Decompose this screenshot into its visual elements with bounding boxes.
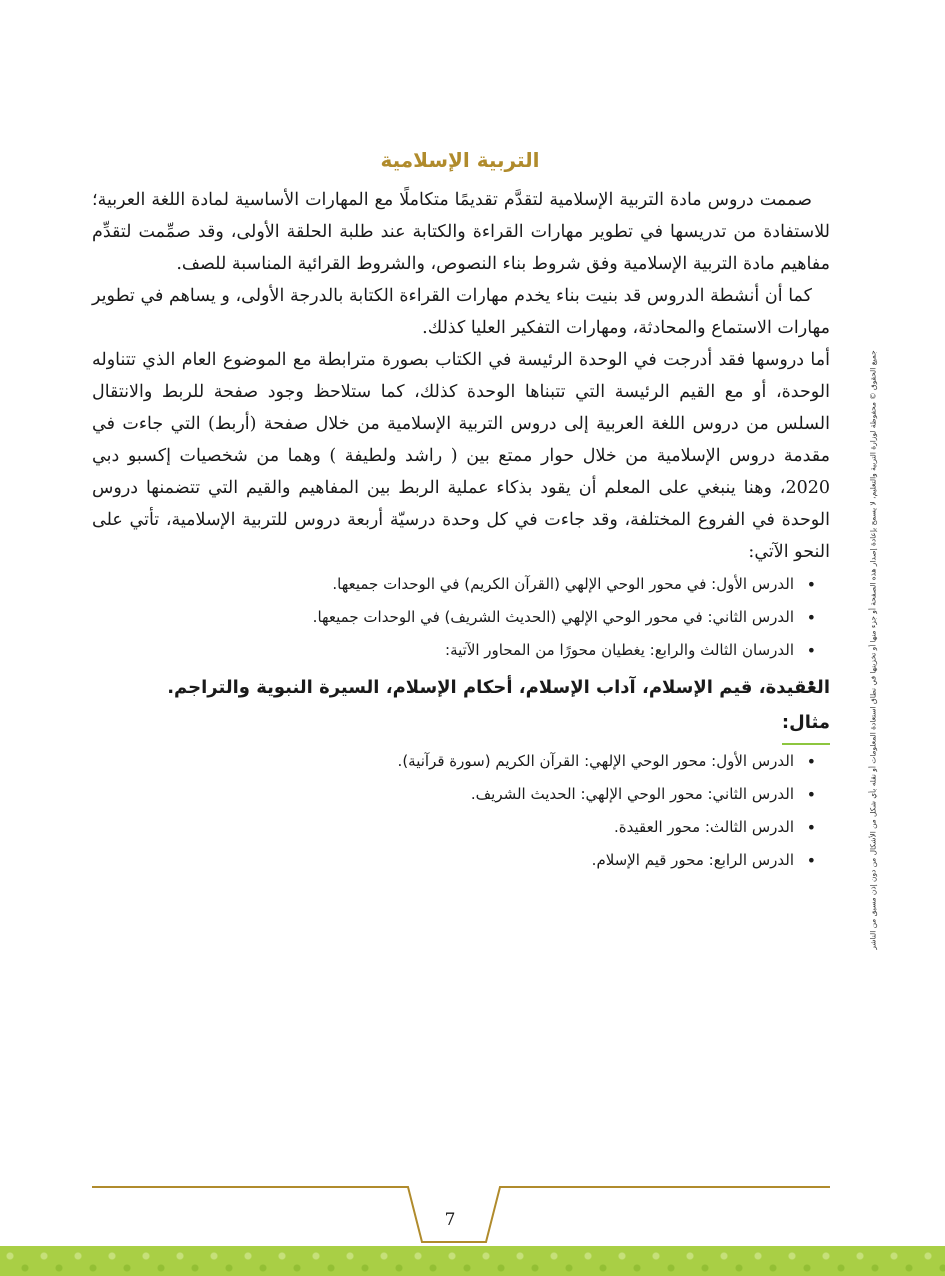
list-item: • الدرسان الثالث والرابع: يغطيان محورًا من المحاور الآتية: xyxy=(92,634,794,667)
example-list xyxy=(92,745,830,877)
body-text xyxy=(92,184,830,877)
topics-line: العقيدة، قيم الإسلام، آداب الإسلام، أحكام الإسلام، السيرة النبوية والتراجم. xyxy=(167,677,830,698)
page-number: 7 xyxy=(444,1210,456,1230)
list-item: • الدرس الثالث: محور العقيدة. xyxy=(92,811,794,844)
decorative-footer-band xyxy=(0,1246,945,1276)
list-item: • الدرس الأول: في محور الوحي الإلهي (القرآن الكريم) في الوحدات جميعها. xyxy=(92,568,794,601)
example-heading xyxy=(92,707,830,745)
list-item: • الدرس الرابع: محور قيم الإسلام. xyxy=(92,844,794,877)
section-heading: التربية الإسلامية xyxy=(380,148,540,172)
list-item: • الدرس الأول: محور الوحي الإلهي: القرآن الكريم (سورة قرآنية). xyxy=(92,745,794,778)
list-item: • الدرس الثاني: محور الوحي الإلهي: الحديث الشريف. xyxy=(92,778,794,811)
paragraph-lessons: أما دروسها فقد أدرجت في الوحدة الرئيسة في الكتاب بصورة مترابطة مع الموضوع العام الذي تتناوله الوحدة، أو مع القيم الرئيسة التي تتبناها الوحدة كذلك، كما ستلاحظ وجود صفحة للربط والانتقال السلس من دروس اللغة العربية إلى دروس التربية الإسلامية من خلال صفحة (أربط) التي جاءت في مقدمة دروس الإسلامية من خلال حوار ممتع بين ( راشد ولطيفة ) وهما من شخصيات إكسبو دبي 2020، وهنا ينبغي على المعلم أن يقود بذكاء عملية الربط بين المفاهيم والقيم التي تتضمنها دروس الوحدة في الفروع المختلفة، وقد جاءت في كل وحدة درسيّة أربعة دروس للتربية الإسلامية، تأتي على النحو الآتي: xyxy=(92,350,830,562)
copyright-text: جميع الحقوق © محفوظة لوزارة التربية والتعليم، لا يسمح بإعادة إصدار هذه الصفحة أو جزء منها أو تخزينها في نطاق استعادة المعلومات أو نقله بأي شكل من الأشكال من دون إذن مسبق من الناشر xyxy=(868,350,878,950)
paragraph-activities: كما أن أنشطة الدروس قد بنيت بناء يخدم مهارات القراءة الكتابة بالدرجة الأولى، و يساهم في تطوير مهارات الاستماع والمحادثة، ومهارات التفكير العليا كذلك. xyxy=(92,286,830,338)
list-item: • الدرس الثاني: في محور الوحي الإلهي (الحديث الشريف) في الوحدات جميعها. xyxy=(92,601,794,634)
copyright-note xyxy=(862,300,884,1000)
lessons-list xyxy=(92,568,830,667)
paragraph-intro: صممت دروس مادة التربية الإسلامية لتقدَّم تقديمًا متكاملًا مع المهارات الأساسية لمادة اللغة العربية؛ للاستفادة من تدريسها في تطوير مهارات القراءة والكتابة عند طلبة الحلقة الأولى، وقد صمِّمت لتقدِّم مفاهيم مادة التربية الإسلامية وفق شروط بناء النصوص، والشروط القرائية المناسبة للصف. xyxy=(92,190,830,274)
example-label: مثال: xyxy=(782,707,830,745)
